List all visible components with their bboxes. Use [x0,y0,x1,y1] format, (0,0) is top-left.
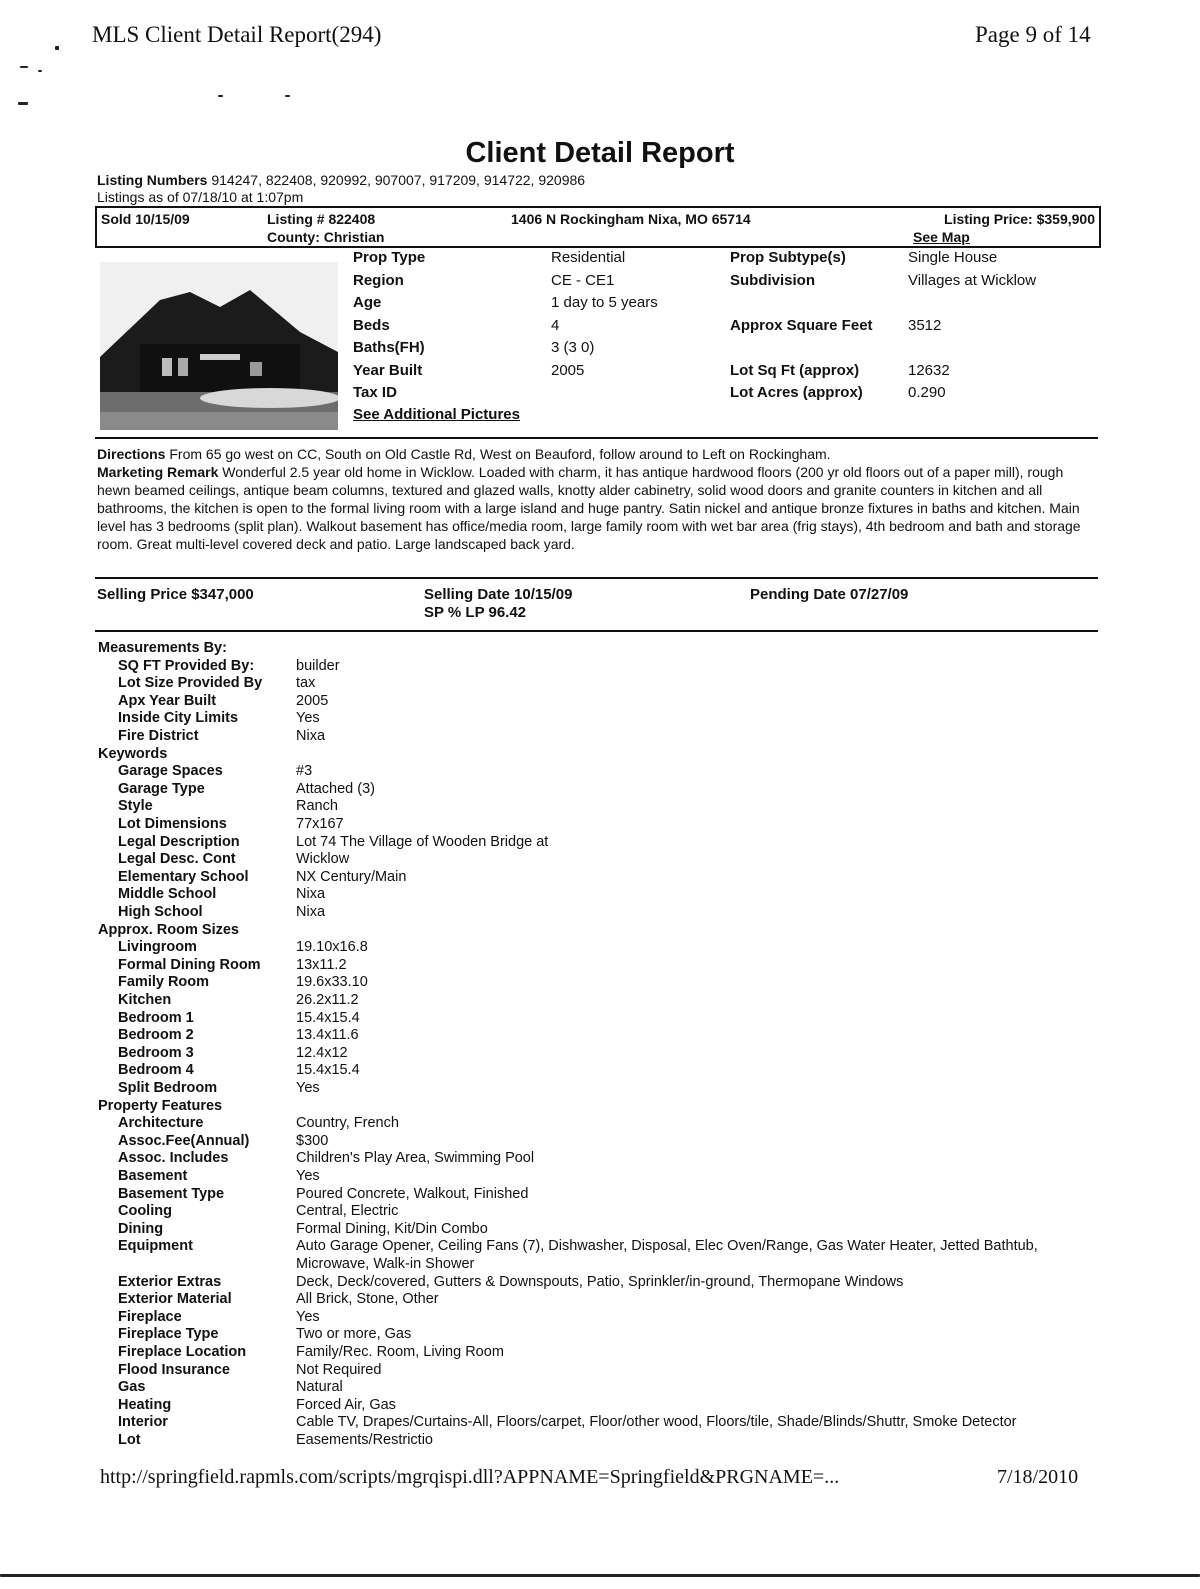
detail-label: Prop Type [353,249,426,266]
scan-speck [18,102,28,105]
house-photo-graphic [100,262,338,430]
field-value: NX Century/Main [296,868,407,885]
directions-text: From 65 go west on CC, South on Old Castle Rd, West on Beauford, follow around to Left on Rockingham. [169,446,831,462]
field-value: All Brick, Stone, Other [296,1291,439,1308]
detail-value: 3 (3 0) [551,339,595,356]
field-label: Basement Type [118,1185,225,1202]
detail-label: Tax ID [353,384,397,401]
field-label: Bedroom 2 [118,1027,194,1044]
field-value: 19.6x33.10 [296,974,368,991]
field-value: Central, Electric [296,1203,399,1220]
section-heading: Approx. Room Sizes [98,921,239,938]
field-label: Inside City Limits [118,710,239,727]
field-label: Garage Spaces [118,763,223,780]
field-label: Gas [118,1379,146,1396]
field-value: Yes [296,1308,320,1325]
field-value: 15.4x15.4 [296,1009,360,1026]
field-label: Assoc.Fee(Annual) [118,1132,250,1149]
field-value: Nixa [296,904,326,920]
field-label: Exterior Extras [118,1273,222,1290]
county: County: Christian [267,229,385,245]
field-value: Yes [296,710,320,727]
listing-price: Listing Price: $359,900 [944,211,1095,227]
field-label: Kitchen [118,992,172,1008]
detail-label: Age [353,294,382,311]
field-value: 15.4x15.4 [296,1062,360,1079]
detail-label: Lot Sq Ft (approx) [730,361,860,379]
footer-date: 7/18/2010 [997,1466,1079,1488]
scan-speck [20,66,28,68]
field-value: 13.4x11.6 [296,1027,359,1044]
field-label: Flood Insurance [118,1361,230,1378]
field-value: Two or more, Gas [296,1326,412,1343]
field-label: Legal Desc. Cont [118,851,236,868]
listing-numbers-label: Listing Numbers [97,172,208,188]
field-value: 77x167 [296,816,344,832]
sold-date: Sold 10/15/09 [101,211,190,227]
field-label: Exterior Material [118,1291,232,1308]
field-value: Cable TV, Drapes/Curtains-All, Floors/carpet, Floor/other wood, Floors/tile, Shade/Blinds/Shuttr, Smoke Detector [296,1414,1017,1431]
detail-value: CE - CE1 [551,271,615,289]
field-label: Bedroom 3 [118,1044,194,1061]
detail-value: 12632 [908,361,950,379]
field-value: Family/Rec. Room, Living Room [296,1344,504,1360]
field-label: Interior [118,1414,168,1431]
field-label: Assoc. Includes [118,1150,229,1167]
field-value: $300 [296,1132,329,1149]
field-value: Deck, Deck/covered, Gutters & Downspouts, Patio, Sprinkler/in-ground, Thermopane Windows [296,1273,904,1290]
field-value: 2005 [296,692,329,709]
scan-speck [218,95,223,97]
scan-speck [285,95,290,97]
marketing-remark [97,463,1087,553]
field-value: Attached (3) [296,780,375,797]
field-label: Fire District [118,728,199,744]
field-label: Basement [118,1168,188,1184]
property-photo[interactable] [100,262,338,430]
detail-label: Prop Subtype(s) [730,249,846,266]
see-map-link[interactable]: See Map [913,229,970,245]
field-value: 13x11.2 [296,956,347,973]
field-value: Auto Garage Opener, Ceiling Fans (7), Dishwasher, Disposal, Elec Oven/Range, Gas Water Heater, Jetted Bathtub, Microwave, Walk-in Shower [296,1238,1038,1272]
field-value: Forced Air, Gas [296,1396,396,1413]
address: 1406 N Rockingham Nixa, MO 65714 [511,211,751,227]
field-value: #3 [296,763,313,780]
section-heading: Property Features [98,1097,223,1114]
divider [95,577,1098,579]
field-label: Heating [118,1396,172,1413]
field-value: Yes [296,1168,320,1184]
directions [97,445,1087,463]
field-label: SQ FT Provided By: [118,657,255,674]
field-value: 26.2x11.2 [296,992,359,1008]
field-value: builder [296,657,340,674]
field-value: Ranch [296,798,338,815]
field-label: Apx Year Built [118,692,217,709]
field-value: Natural [296,1379,343,1396]
field-value: Not Required [296,1361,382,1378]
pending-date: Pending Date 07/27/09 [750,586,909,603]
detail-label: Beds [353,316,390,334]
field-value: Children's Play Area, Swimming Pool [296,1150,535,1167]
field-label: Equipment [118,1238,193,1255]
field-label: Legal Description [118,833,240,850]
field-value: tax [296,675,316,692]
detail-label: Approx Square Feet [730,316,873,334]
listing-numbers [97,172,585,188]
field-label: Garage Type [118,780,205,797]
detail-value: 0.290 [908,384,946,401]
field-label: Lot [118,1432,141,1448]
footer-url[interactable]: http://springfield.rapmls.com/scripts/mgrqispi.dll?APPNAME=Springfield&PRGNAME=... [100,1466,840,1488]
selling-price: Selling Price $347,000 [97,586,254,603]
listing-summary-box [95,206,1101,248]
detail-label: Year Built [353,361,423,379]
detail-value: Single House [908,249,998,266]
detail-label: Subdivision [730,271,816,289]
report-header-title: MLS Client Detail Report(294) [92,22,382,47]
field-value: Easements/Restrictio [296,1432,433,1448]
listings-as-of: Listings as of 07/18/10 at 1:07pm [97,189,304,205]
field-value: Wicklow [296,851,350,868]
detail-value: 3512 [908,316,942,334]
field-value: Lot 74 The Village of Wooden Bridge at [296,833,549,850]
scan-speck [38,70,42,72]
selling-date: Selling Date 10/15/09 [424,586,573,603]
detail-label: Baths(FH) [353,339,425,356]
field-label: Dining [118,1220,164,1237]
field-label: Fireplace Location [118,1344,247,1360]
divider [95,437,1098,439]
field-label: Livingroom [118,939,197,956]
field-label: Elementary School [118,868,249,885]
section-heading: Measurements By: [98,640,227,656]
field-label: Architecture [118,1115,204,1132]
field-label: Lot Size Provided By [118,675,263,692]
field-label: Bedroom 4 [118,1062,194,1079]
detail-value: 1 day to 5 years [551,294,658,311]
field-label: Middle School [118,886,217,903]
detail-value: 4 [551,316,560,334]
field-label: Fireplace Type [118,1326,219,1343]
field-value: Yes [296,1080,320,1096]
field-label: Cooling [118,1203,172,1220]
marketing-text: Wonderful 2.5 year old home in Wicklow. Loaded with charm, it has antique hardwood floors (200 yr old floors out of a paper mill), rough hewn beamed ceilings, antique beam columns, textured and glazed walls, knotty alder cabinetry, solid wood doors and granite counters in kitchen and all bathrooms, the kitchen is open to the formal living room with a large island and huge pantry. Satin nickel and antique bronze fixtures in baths and kitchen. Main level has 3 bedrooms (split plan). Walkout basement has office/media room, large family room with wet bar area (frig stays), 4th bedroom and bath and storage room. Great multi-level covered deck and patio. Large landscaped back yard. [97,464,1081,552]
field-label: Lot Dimensions [118,816,227,832]
scan-edge-line [0,1574,1200,1577]
field-value: Poured Concrete, Walkout, Finished [296,1185,529,1202]
divider [95,630,1098,632]
field-value: Country, French [296,1115,399,1132]
sp-lp-ratio: SP % LP 96.42 [424,604,527,621]
page-number: Page 9 of 14 [975,22,1091,47]
see-additional-pictures-link[interactable]: See Additional Pictures [353,406,520,423]
detail-value: Residential [551,249,626,266]
field-value: 12.4x12 [296,1044,348,1061]
directions-label: Directions [97,446,166,462]
section-heading: Keywords [98,745,168,762]
detail-label: Lot Acres (approx) [730,384,863,401]
field-value: Formal Dining, Kit/Din Combo [296,1220,488,1237]
page-title: Client Detail Report [465,137,735,169]
field-label: High School [118,904,203,920]
scan-speck [55,46,59,50]
field-value: Nixa [296,886,326,903]
field-label: Split Bedroom [118,1080,218,1096]
detail-value: Villages at Wicklow [908,271,1037,289]
field-value: 19.10x16.8 [296,939,368,956]
field-label: Bedroom 1 [118,1009,194,1026]
listing-numbers-value: 914247, 822408, 920992, 907007, 917209, 914722, 920986 [211,172,586,188]
field-label: Fireplace [118,1308,182,1325]
detail-value: 2005 [551,361,585,379]
field-label: Family Room [118,974,210,991]
listing-number: Listing # 822408 [267,211,376,227]
detail-label: Region [353,271,404,289]
marketing-label: Marketing Remark [97,464,219,480]
field-value: Nixa [296,728,326,744]
field-label: Style [118,798,153,815]
field-label: Formal Dining Room [118,956,261,973]
